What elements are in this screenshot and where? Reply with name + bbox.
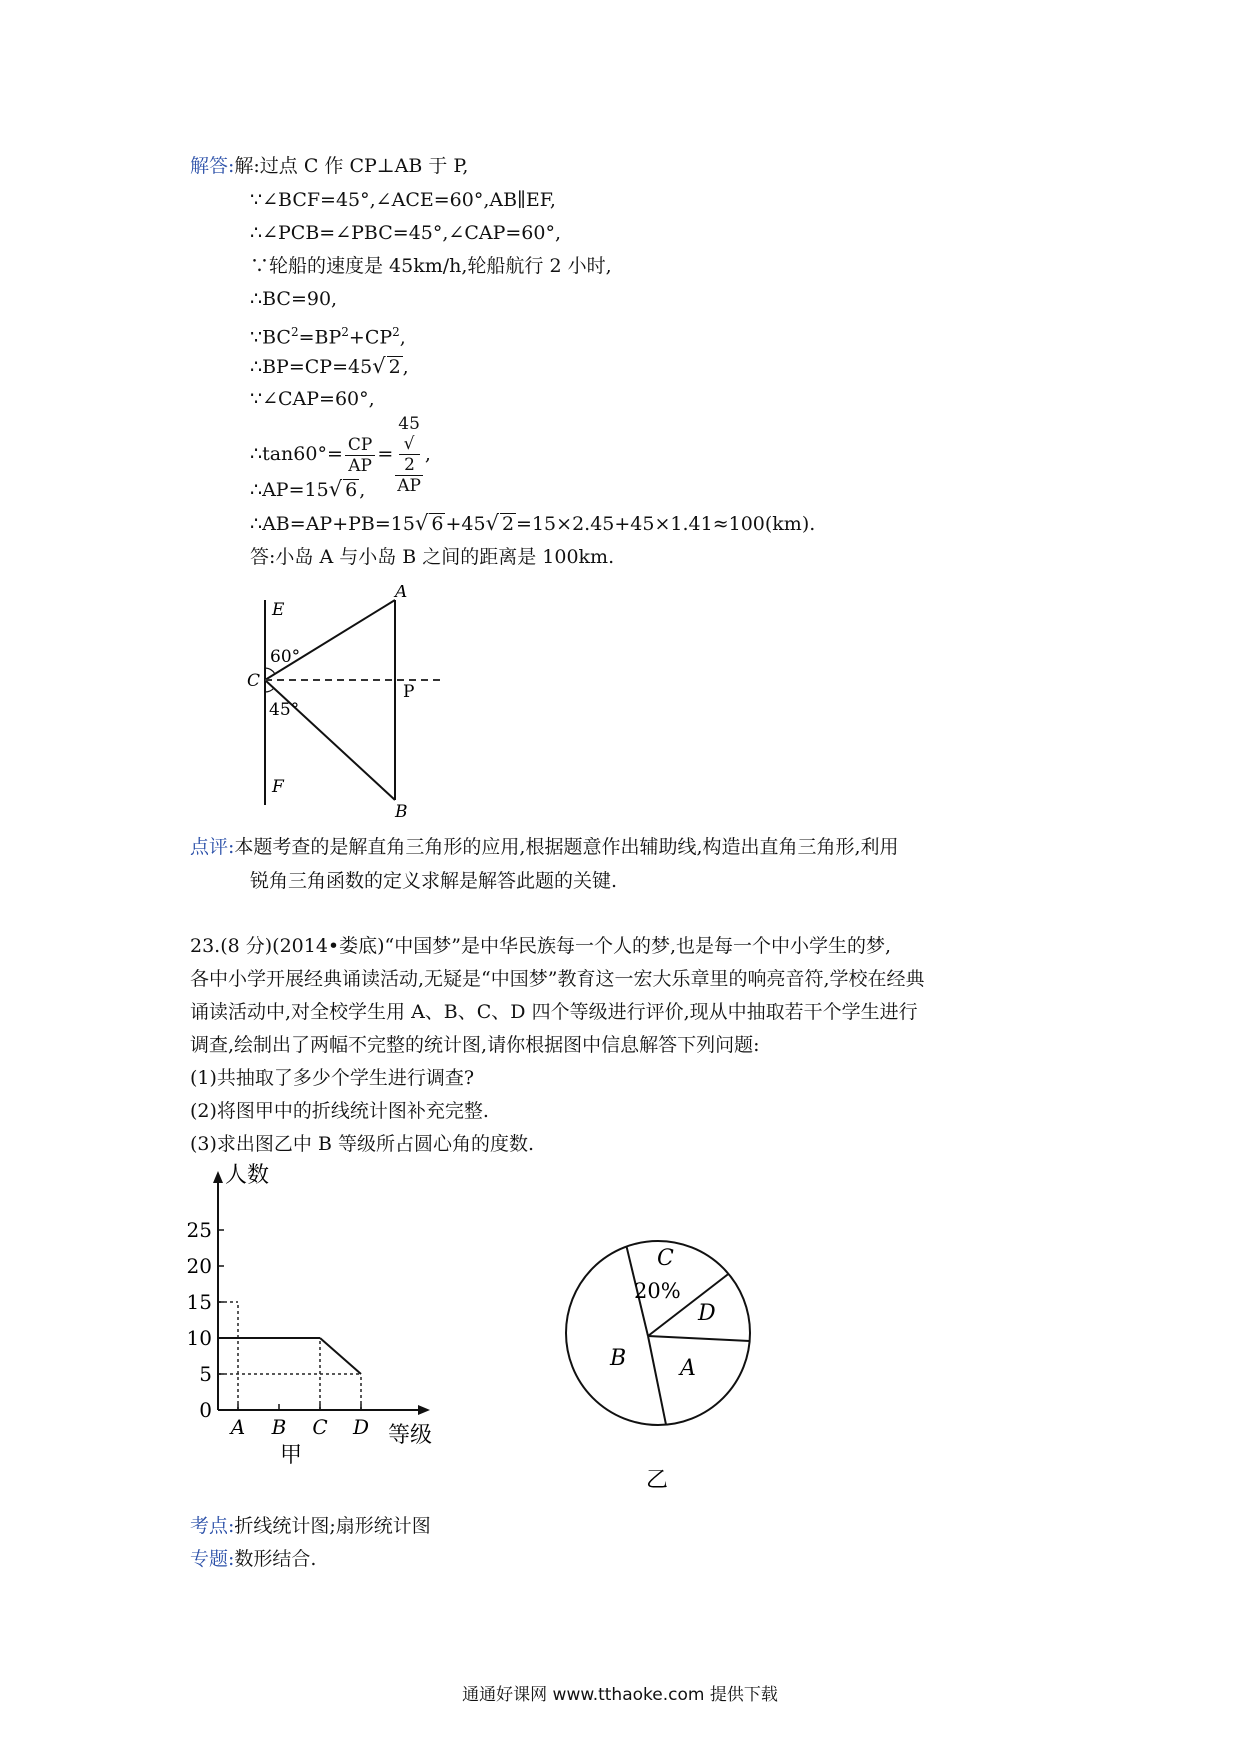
text: =BP	[298, 326, 342, 349]
fraction	[395, 414, 423, 496]
pie-slice-label: B	[610, 1346, 627, 1371]
solution-block	[190, 152, 468, 180]
pie-chart	[560, 1225, 770, 1490]
solution-line: ∵∠CAP=60°,	[250, 388, 375, 410]
label-c: C	[247, 671, 261, 691]
y-axis-arrow	[213, 1171, 223, 1183]
comment-label: 点评:	[190, 836, 235, 858]
problem-line: 调查,绘制出了两幅不完整的统计图,请你根据图中信息解答下列问题:	[190, 1034, 760, 1056]
solution-line-ab	[250, 509, 815, 538]
pie-dividers	[627, 1247, 750, 1425]
x-tick-label: B	[271, 1415, 287, 1439]
angle-label-45: 45°	[269, 700, 300, 720]
superscript: 2	[290, 325, 299, 339]
problem-line: 23.(8 分)(2014•娄底)“中国梦”是中华民族每一个人的梦,也是每一个中小学生的梦,	[190, 935, 892, 957]
pie-slice-label: D	[698, 1301, 716, 1326]
radicand: 6	[431, 513, 444, 535]
denominator: AP	[397, 476, 421, 496]
label-p: P	[403, 682, 415, 702]
text: ,	[402, 356, 409, 378]
pie-divider	[648, 1336, 666, 1425]
text: ∴AB=AP+PB=15	[250, 513, 415, 535]
pie-slice-label: A	[680, 1356, 696, 1381]
sqrt-sign: √	[414, 511, 429, 535]
y-axis-label: 人数	[225, 1163, 270, 1188]
radicand: 2	[399, 454, 420, 475]
text: =15×2.45+45×1.41≈100(km).	[516, 513, 816, 535]
pie-slice-label: C	[657, 1246, 674, 1271]
page-footer: 通通好课网 www.tthaoke.com 提供下载	[462, 1685, 778, 1705]
superscript: 2	[392, 325, 400, 339]
question-2: (2)将图甲中的折线统计图补充完整.	[190, 1100, 489, 1122]
chart-series	[218, 1302, 361, 1374]
solution-answer: 答:小岛 A 与小岛 B 之间的距离是 100km.	[250, 546, 615, 568]
denominator: AP	[348, 455, 372, 476]
numerator: CP	[345, 435, 375, 456]
series-segment	[320, 1338, 361, 1374]
solution-intro: 解:过点 C 作 CP⊥AB 于 P,	[234, 155, 469, 177]
y-tick-label: 10	[186, 1326, 212, 1350]
solution-line-ap	[250, 475, 365, 504]
problem-line: 诵读活动中,对全校学生用 A、B、C、D 四个等级进行评价,现从中抽取若干个学生进行	[190, 1001, 918, 1023]
chart-caption: 乙	[646, 1468, 669, 1490]
angle-label-60: 60°	[270, 647, 301, 667]
text: +CP	[348, 326, 393, 349]
text: ∴BP=CP=45	[250, 356, 373, 378]
text: ∵BC	[250, 326, 291, 349]
text: =	[377, 443, 394, 465]
kaodian-text: 折线统计图;扇形统计图	[234, 1515, 431, 1537]
angle-arc-top	[265, 668, 275, 674]
chart-caption: 甲	[280, 1443, 303, 1465]
text: ,	[424, 443, 431, 465]
sqrt-sign: √	[403, 434, 415, 454]
radicand: 2	[388, 356, 401, 378]
label-b: B	[395, 802, 408, 820]
text: 45	[398, 414, 420, 434]
text: +45	[445, 513, 486, 535]
zhuanti-label: 专题:	[190, 1548, 235, 1570]
solution-line: ∴BC=90,	[250, 288, 338, 310]
y-tick-label: 5	[199, 1362, 212, 1386]
solution-line-bp	[250, 352, 409, 381]
text: ∴AP=15	[250, 479, 329, 501]
chart-axes	[213, 1171, 430, 1415]
x-axis-arrow	[418, 1405, 430, 1415]
label-f: F	[272, 777, 284, 797]
zhuanti-text: 数形结合.	[234, 1548, 317, 1570]
y-tick-label: 15	[186, 1290, 212, 1314]
y-tick-label: 25	[186, 1218, 212, 1242]
solution-line: ∴∠PCB=∠PBC=45°,∠CAP=60°,	[250, 222, 562, 244]
kaodian-line	[190, 1512, 431, 1540]
sqrt-sign: √	[372, 354, 386, 378]
sqrt-sign: √	[328, 477, 343, 501]
line-chart	[180, 1160, 470, 1465]
x-tick-label: D	[352, 1415, 370, 1439]
solution-label: 解答:	[190, 155, 235, 177]
text: ∴tan60°=	[250, 443, 343, 465]
segment-cb	[265, 680, 395, 800]
sqrt-sign: √	[485, 511, 499, 535]
numerator	[395, 414, 423, 476]
problem-line: 各中小学开展经典诵读活动,无疑是“中国梦”教育这一宏大乐章里的响亮音符,学校在经典	[190, 968, 925, 990]
x-tick-label: C	[312, 1415, 328, 1439]
pie-divider	[648, 1336, 750, 1341]
comment-line-1	[190, 833, 899, 861]
y-tick-label: 0	[199, 1398, 212, 1422]
pie-labels	[609, 1246, 716, 1381]
geometry-figure	[245, 585, 455, 820]
chart-ticks	[187, 1218, 369, 1439]
y-tick-label: 20	[186, 1254, 212, 1278]
text: ,	[359, 479, 366, 501]
x-tick-label: A	[230, 1415, 246, 1439]
label-e: E	[272, 600, 285, 620]
x-axis-label: 等级	[388, 1423, 433, 1448]
kaodian-label: 考点:	[190, 1515, 235, 1537]
pie-percent-label: 20%	[634, 1279, 681, 1303]
angle-arc-bottom	[265, 688, 274, 692]
label-a: A	[395, 585, 408, 602]
fraction	[345, 435, 375, 476]
segment-ca	[265, 600, 395, 680]
superscript: 2	[341, 325, 349, 339]
zhuanti-line	[190, 1545, 316, 1573]
text: ,	[399, 326, 406, 349]
question-1: (1)共抽取了多少个学生进行调查?	[190, 1067, 475, 1089]
solution-line: ∵∠BCF=45°,∠ACE=60°,AB∥EF,	[250, 189, 556, 211]
solution-line: ∵轮船的速度是 45km/h,轮船航行 2 小时,	[250, 255, 612, 277]
radicand: 2	[501, 513, 515, 535]
solution-line-pythagoras	[250, 318, 406, 351]
question-3: (3)求出图乙中 B 等级所占圆心角的度数.	[190, 1133, 534, 1155]
radicand: 6	[345, 479, 358, 501]
comment-text: 本题考查的是解直角三角形的应用,根据题意作出辅助线,构造出直角三角形,利用	[234, 836, 899, 858]
comment-line-2: 锐角三角函数的定义求解是解答此题的关键.	[250, 870, 618, 892]
